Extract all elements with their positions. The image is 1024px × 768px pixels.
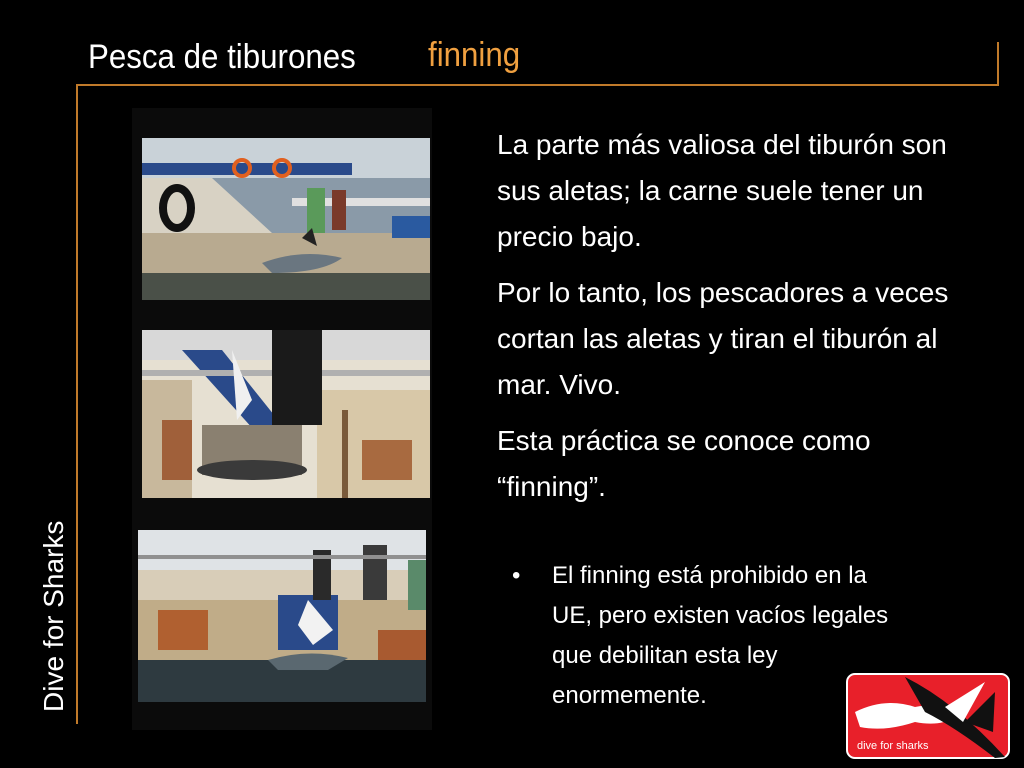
shark-boat-photo-2	[142, 330, 430, 498]
header-divider	[76, 84, 999, 86]
photo-column	[132, 108, 432, 730]
right-border-line	[997, 42, 999, 86]
slide-title: Pesca de tiburones	[88, 38, 356, 76]
bullet-marker: •	[512, 562, 521, 589]
logo-text: dive for sharks	[857, 740, 929, 752]
vertical-brand-label: Dive for Sharks	[38, 520, 69, 712]
paragraph-1: La parte más valiosa del tiburón son sus aletas; la carne suele tener un precio bajo.	[497, 129, 947, 252]
paragraph-3: Esta práctica se conoce como “finning”.	[497, 425, 871, 502]
shark-boat-photo-3	[138, 530, 426, 702]
left-border-line	[76, 84, 78, 724]
shark-boat-photo-1	[142, 138, 430, 300]
paragraph-2: Por lo tanto, los pescadores a veces cortan las aletas y tiran el tiburón al mar. Vivo.	[497, 277, 949, 400]
slide-subtitle: finning	[428, 36, 521, 74]
bullet-text: El finning está prohibido en la UE, pero existen vacíos legales que debilitan esta ley enormemente.	[552, 562, 889, 709]
main-text	[497, 122, 977, 520]
